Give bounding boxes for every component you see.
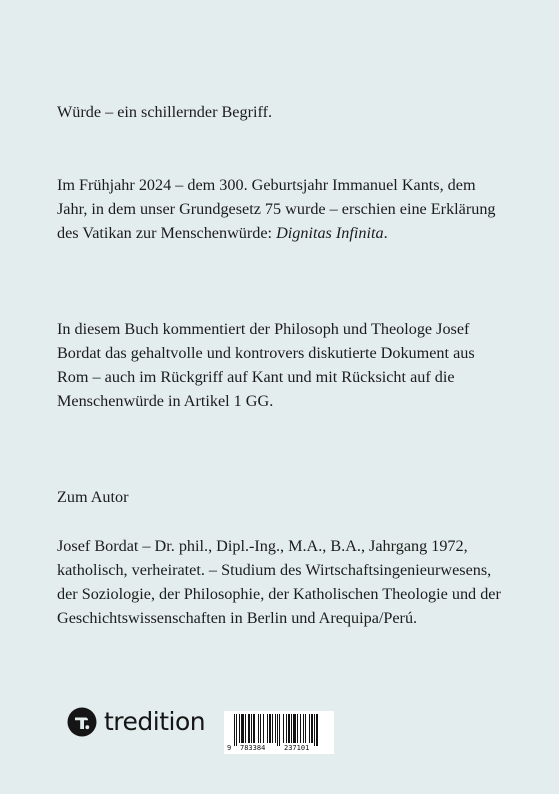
barcode-bar	[275, 714, 276, 743]
barcode-bar	[297, 714, 298, 743]
blurb-intro-text: Im Frühjahr 2024 – dem 300. Geburtsjahr Immanuel Kants, dem Jahr, in dem unser Grundgesetz 75 wurde – erschien eine Erklärung des Vatikan zur Menschenwürde:	[57, 176, 496, 242]
publisher-name: tredition	[104, 707, 206, 736]
author-heading: Zum Autor	[57, 488, 129, 506]
barcode-bar	[279, 714, 280, 746]
blurb-intro-end: .	[383, 224, 388, 242]
barcode-bar	[314, 714, 315, 746]
barcode-bar	[239, 714, 240, 743]
barcode-bar	[286, 714, 287, 743]
tredition-mark-icon	[67, 707, 97, 737]
barcode-bar	[300, 714, 301, 743]
barcode-bar	[309, 714, 310, 743]
barcode-bar	[291, 714, 292, 743]
blurb-book-description: In diesem Buch kommentiert der Philosoph und Theologe Josef Bordat das gehaltvolle und kontrovers diskutierte Dokument aus Rom – auch im Rückgriff auf Kant und mit Rücksicht auf die Menschenwürde in Artikel 1 GG.	[57, 320, 475, 410]
barcode-bar	[234, 714, 235, 746]
isbn-barcode	[224, 711, 334, 754]
barcode-bar	[263, 714, 264, 743]
barcode-bar	[283, 714, 284, 743]
barcode-bar	[305, 714, 306, 743]
barcode-bar	[277, 714, 278, 746]
blurb-intro-italic: Dignitas Infinita	[276, 224, 384, 242]
barcode-bar	[288, 714, 290, 743]
barcode-bar	[311, 714, 313, 743]
barcode-bar	[272, 714, 273, 743]
barcode-bar	[269, 714, 271, 743]
barcode-group-2: 237101	[284, 744, 310, 752]
barcode-bar	[267, 714, 268, 743]
barcode-bar	[236, 714, 237, 746]
barcode-bar	[260, 714, 261, 743]
barcode-bar	[248, 714, 250, 743]
barcode-bar	[293, 714, 296, 743]
barcode-bar	[303, 714, 304, 743]
barcode-bar	[251, 714, 252, 743]
blurb-intro	[57, 173, 507, 245]
barcode-bar	[253, 714, 255, 743]
blurb-title: Würde – ein schillernder Begriff.	[57, 103, 273, 121]
barcode-group-1: 783384	[240, 744, 266, 752]
barcode-bar	[316, 714, 318, 746]
publisher-logo	[67, 706, 205, 738]
barcode-bar	[241, 714, 244, 743]
barcode-bar	[245, 714, 246, 743]
barcode-bar	[258, 714, 259, 743]
author-bio: Josef Bordat – Dr. phil., Dipl.-Ing., M.A., B.A., Jahrgang 1972, katholisch, verheiratet. – Studium des Wirtschaftsingenieurwesens, der Soziologie, der Philosophie, der Katholischen Theologie und der Geschichtswissenschaften in Berlin und Arequipa/Perú.	[57, 537, 501, 627]
barcode-lead-digit: 9	[227, 744, 232, 752]
